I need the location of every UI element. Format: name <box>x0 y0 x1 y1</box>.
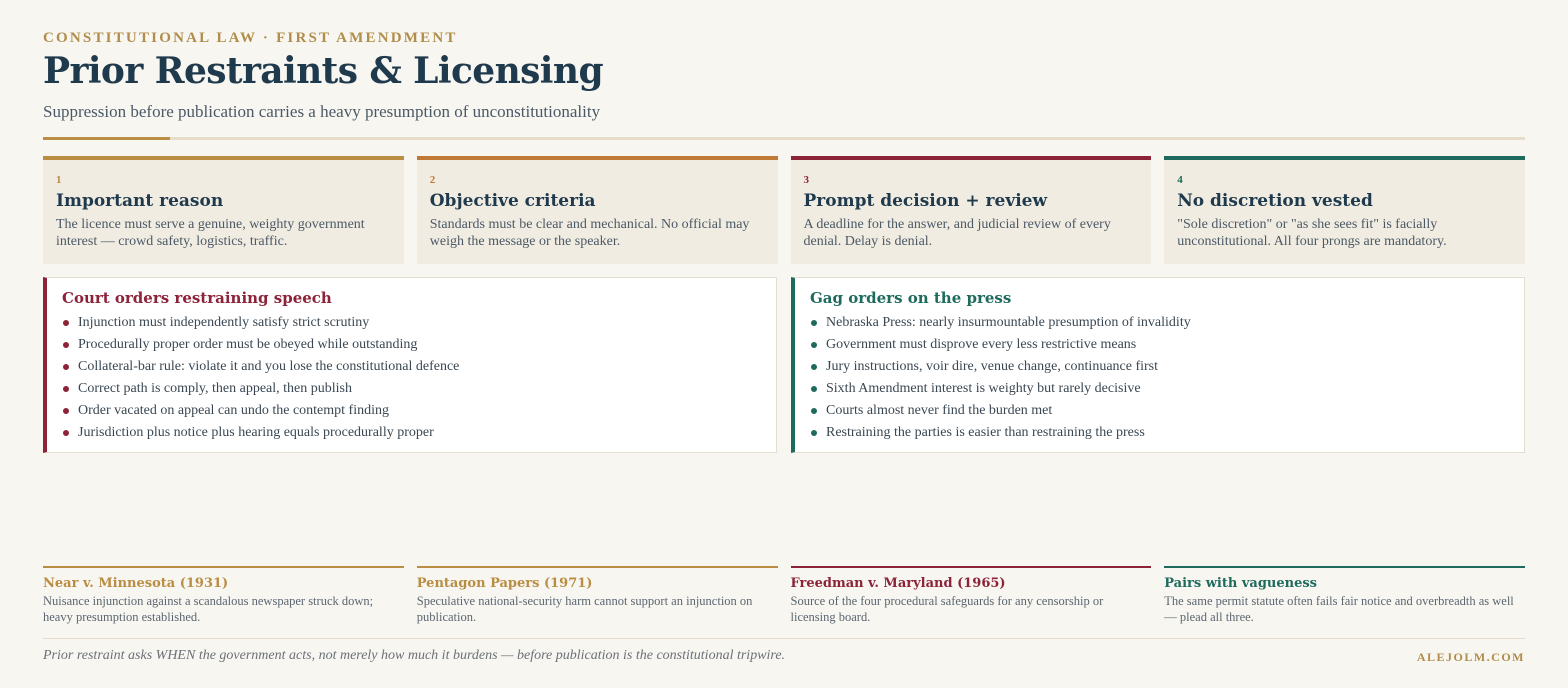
list-item: Jury instructions, voir dire, venue change, continuance first <box>810 356 1508 378</box>
prong-description: A deadline for the answer, and judicial review of every denial. Delay is denial. <box>803 217 1111 249</box>
prong-title: No discretion vested <box>1177 191 1373 211</box>
case-near-v-minnesota <box>43 566 404 628</box>
case-title: Pairs with vagueness <box>1164 576 1317 591</box>
panel-court-orders <box>43 277 777 453</box>
case-title: Freedman v. Maryland (1965) <box>790 576 1006 591</box>
prong-card-2 <box>417 156 778 264</box>
list-item: Government must disprove every less restrictive means <box>810 334 1508 356</box>
bullet-list <box>62 312 760 444</box>
case-references <box>43 566 1525 628</box>
page-subtitle: Suppression before publication carries a heavy presumption of unconstitutionality <box>43 102 601 121</box>
case-pentagon-papers <box>417 566 778 628</box>
panel-title: Court orders restraining speech <box>62 289 332 307</box>
prong-card-4 <box>1164 156 1525 264</box>
case-description: Nuisance injunction against a scandalous newspaper struck down; heavy presumption established. <box>43 594 374 624</box>
eyebrow-label: CONSTITUTIONAL LAW · FIRST AMENDMENT <box>43 30 458 46</box>
prong-description: "Sole discretion" or "as she sees fit" is facially unconstitutional. All four prongs are mandatory. <box>1177 217 1447 249</box>
list-item: Correct path is comply, then appeal, then publish <box>62 378 760 400</box>
panel-gag-orders <box>791 277 1525 453</box>
prong-title: Prompt decision + review <box>803 191 1048 211</box>
page <box>43 0 1525 688</box>
prong-number: 3 <box>803 174 809 186</box>
footer <box>43 638 1525 669</box>
list-item: Nebraska Press: nearly insurmountable presumption of invalidity <box>810 312 1508 334</box>
list-item: Procedurally proper order must be obeyed while outstanding <box>62 334 760 356</box>
bullet-list <box>810 312 1508 444</box>
prong-cards <box>43 156 1525 264</box>
prong-card-1 <box>43 156 404 264</box>
list-item: Restraining the parties is easier than restraining the press <box>810 422 1508 444</box>
prong-description: Standards must be clear and mechanical. No official may weigh the message or the speaker. <box>429 217 750 249</box>
prong-title: Important reason <box>56 191 224 211</box>
title-divider-accent <box>43 137 170 140</box>
case-freedman-v-maryland <box>791 566 1152 628</box>
prong-card-3 <box>791 156 1152 264</box>
prong-title: Objective criteria <box>429 191 596 211</box>
case-vagueness <box>1164 566 1525 628</box>
list-item: Jurisdiction plus notice plus hearing equals procedurally proper <box>62 422 760 444</box>
case-description: Source of the four procedural safeguards for any censorship or licensing board. <box>790 594 1104 624</box>
case-title: Pentagon Papers (1971) <box>416 576 593 591</box>
page-title: Prior Restraints & Licensing <box>43 50 604 92</box>
list-item: Courts almost never find the burden met <box>810 400 1508 422</box>
case-title: Near v. Minnesota (1931) <box>43 576 229 591</box>
title-divider <box>43 137 1525 140</box>
prong-number: 2 <box>429 174 436 186</box>
list-item: Sixth Amendment interest is weighty but rarely decisive <box>810 378 1508 400</box>
site-brand: ALEJOLM.COM <box>1416 650 1525 664</box>
prong-description: The licence must serve a genuine, weighty government interest — crowd safety, logistics, traffic. <box>56 217 365 249</box>
case-description: The same permit statute often fails fair notice and overbreadth as well — plead all three. <box>1164 594 1514 624</box>
panel-title: Gag orders on the press <box>810 289 1012 307</box>
case-description: Speculative national-security harm cannot support an injunction on publication. <box>416 594 753 624</box>
list-item: Collateral-bar rule: violate it and you lose the constitutional defence <box>62 356 760 378</box>
prong-number: 4 <box>1177 174 1183 186</box>
footer-note: Prior restraint asks WHEN the government acts, not merely how much it burdens — before publication is the constitutional tripwire. <box>43 648 786 663</box>
list-item: Order vacated on appeal can undo the contempt finding <box>62 400 760 422</box>
list-item: Injunction must independently satisfy strict scrutiny <box>62 312 760 334</box>
prong-number: 1 <box>56 174 62 186</box>
doctrine-panels <box>43 277 1525 453</box>
